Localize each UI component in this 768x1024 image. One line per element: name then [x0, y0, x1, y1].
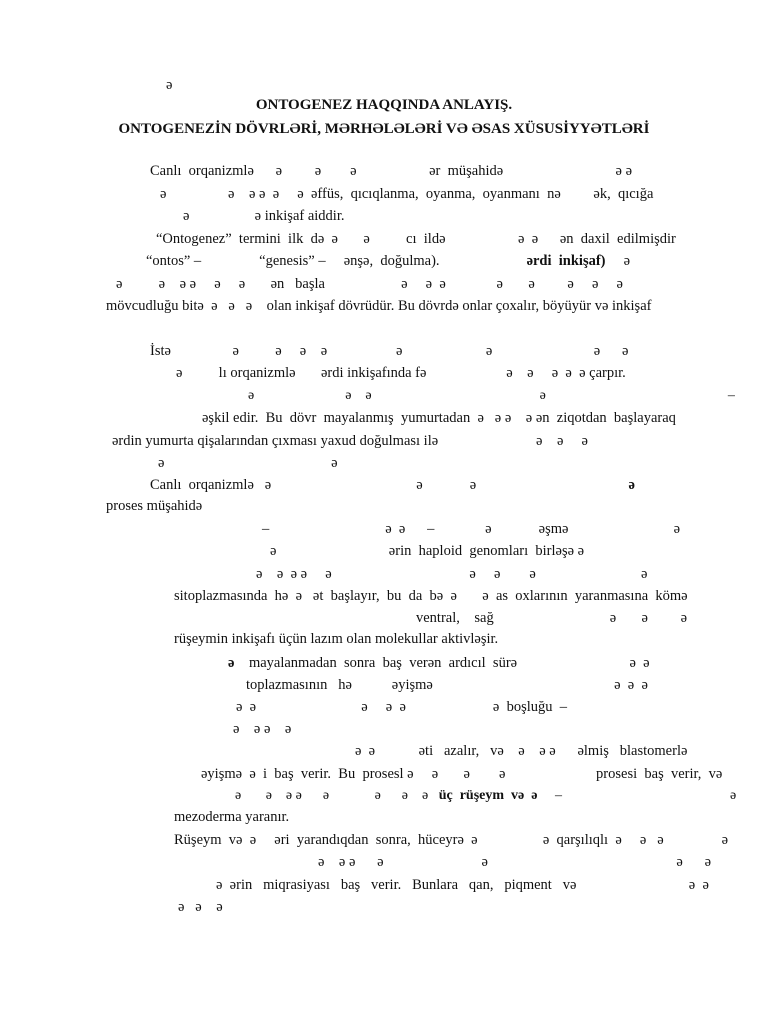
text-line: İstə ə ə ə ə ə ə ə ə: [150, 343, 629, 359]
text-line: [228, 654, 650, 672]
text-line: [146, 252, 630, 270]
text-line: ə ə: [158, 455, 338, 471]
bold-marker: ə: [228, 655, 235, 671]
text-line: mezoderma yaranır.: [174, 809, 290, 825]
text-line: ə lı orqanizmlə ərdi inkişafında fə ə ə ə ə ə çarpır.: [176, 365, 626, 381]
text-line: ə ə ə ə ə ə ə: [318, 854, 712, 870]
text-line: toplazmasının hə əyişmə ə ə ə: [246, 677, 648, 693]
text-line: ə ə ə ə ə ə ə ə ə: [256, 566, 648, 582]
text-line: ə ə ə ə ə ə ən başla ə ə ə ə ə ə ə ə: [116, 276, 623, 292]
text-line: ə ə ə: [178, 899, 223, 915]
text-line: ə ə ə ə ə ə əffüs, qıcıqlanma, oyanma, oyanmanı nə ək, qıcığa: [160, 186, 654, 202]
text-line: – ə ə – ə əşmə ə: [262, 521, 681, 537]
text-fragment: Canlı orqanizmlə ə ə ə: [150, 477, 629, 493]
page-marker: ə: [166, 77, 173, 93]
text-fragment: ə ə ə ə ə ə ə ə: [235, 788, 439, 803]
text-line: əyişmə ə i baş verir. Bu prosesl ə ə ə ə prosesi baş verir, və: [201, 766, 723, 782]
text-line: əşkil edir. Bu dövr mayalanmış yumurtadan ə ə ə ə ən ziqotdan başlayaraq: [202, 410, 676, 426]
text-line: ə ə əti azalır, və ə ə ə əlmiş blastomerlə: [355, 743, 688, 759]
text-line: ə ə ə ə –: [248, 388, 735, 403]
document-title: ONTOGENEZ HAQQINDA ANLAYIŞ.: [255, 97, 513, 113]
text-line: [150, 476, 635, 494]
text-line: ərdin yumurta qişalarından çıxması yaxud doğulması ilə ə ə ə: [112, 433, 588, 449]
text-line: mövcudluğu bitə ə ə ə olan inkişaf dövrüdür. Bu dövrdə onlar çoxalır, böyüyür və inkişaf: [106, 298, 652, 314]
text-line: ə ə inkişaf aiddir.: [183, 208, 345, 224]
text-line: Canlı orqanizmlə ə ə ə ər müşahidə ə ə: [150, 163, 633, 179]
text-line: ventral, sağ ə ə ə: [416, 610, 688, 626]
text-line: ə ə ə ə: [233, 721, 292, 737]
text-fragment: – ə: [537, 788, 737, 803]
text-line: sitoplazmasında hə ə ət başlayır, bu da bə ə ə as oxlarının yaranmasına kömə: [174, 588, 688, 604]
text-line: Rüşeym və ə əri yarandıqdan sonra, hüceyrə ə ə qarşılıqlı ə ə ə ə: [174, 832, 729, 848]
text-line: ə ərin haploid genomları birləşə ə: [270, 543, 585, 559]
text-line: rüşeymin inkişafı üçün lazım olan molekullar aktivləşir.: [174, 631, 499, 647]
bold-term: üç rüşeym və ə: [438, 788, 538, 803]
text-fragment: mayalanmadan sonra baş verən ardıcıl sürə ə ə: [234, 655, 650, 671]
bold-term: ərdi inkişaf): [526, 253, 606, 269]
text-fragment: “ontos” – “genesis” – ənşə, doğulma).: [146, 253, 527, 269]
text-line: ə ə ə ə ə ə boşluğu –: [236, 699, 568, 715]
text-line: proses müşahidə: [106, 498, 203, 514]
text-line: [235, 787, 736, 805]
text-fragment: ə: [605, 253, 631, 269]
text-line: ə ərin miqrasiyası baş verir. Bunlara qan, piqment və ə ə: [216, 877, 709, 893]
bold-marker: ə: [628, 477, 635, 493]
document-subtitle: ONTOGENEZİN DÖVRLƏRİ, MƏRHƏLƏLƏRİ VƏ ƏSAS XÜSUSİYYƏTLƏRİ: [118, 121, 650, 137]
text-line: “Ontogenez” termini ilk də ə ə cı ildə ə ə ən daxil edilmişdir: [156, 231, 676, 247]
